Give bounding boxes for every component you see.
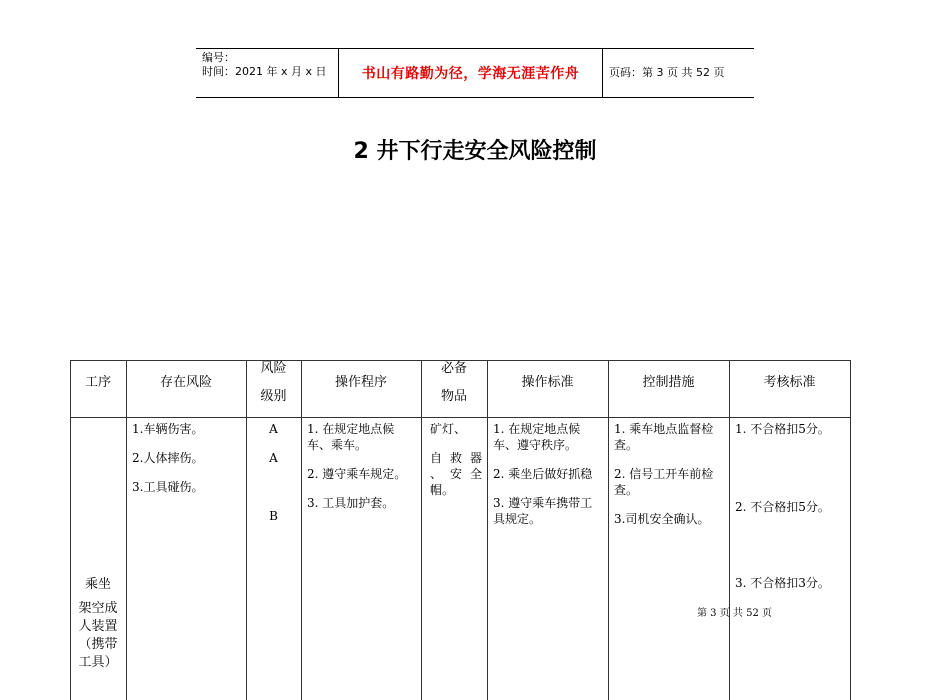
procedure-item: 3. 工具加护套。: [307, 496, 395, 510]
level-item: A: [269, 422, 278, 436]
standard-cell: [493, 421, 603, 540]
level-cell: [246, 421, 301, 524]
process-line: 架空成: [78, 601, 118, 616]
col-divider: [608, 360, 609, 700]
header-procedure: 操作程序: [334, 375, 387, 390]
col-divider: [301, 360, 302, 700]
col-divider: [729, 360, 730, 700]
motto: 书山有路勤为径，学海无涯苦作舟: [361, 66, 580, 82]
assessment-item: 3. 不合格扣3分。: [735, 576, 830, 590]
assessment-cell: [735, 421, 831, 591]
process-line: （携带: [78, 637, 118, 652]
col-divider: [850, 360, 851, 700]
page-title: 2 井下行走安全风险控制: [353, 139, 597, 164]
col-divider: [126, 360, 127, 700]
header-items-1: 必备: [440, 361, 467, 376]
page-footer: 第 3 页 共 52 页: [697, 608, 772, 619]
header-standard: 操作标准: [521, 375, 574, 390]
time-label: 时间：2021 年 x 月 x 日: [202, 65, 327, 78]
items-cell: [430, 421, 482, 511]
header-assessment: 考核标准: [763, 375, 816, 390]
process-line: 人装置: [78, 619, 118, 634]
control-item: 1. 乘车地点监督检查。: [614, 422, 714, 452]
header-items-2: 物品: [440, 389, 467, 404]
process-cell: [70, 576, 126, 672]
page-info: 页码：第 3 页 共 52 页: [609, 66, 725, 79]
level-item: A: [269, 451, 278, 465]
items-line: 自 救 器 、 安 全帽。: [430, 451, 482, 497]
procedure-item: 1. 在规定地点候车、乘车。: [307, 422, 395, 452]
procedure-item: 2. 遵守乘车规定。: [307, 467, 407, 481]
control-item: 3.司机安全确认。: [614, 512, 710, 526]
header-divider: [70, 417, 851, 418]
process-line: 工具）: [78, 655, 118, 670]
standard-item: 1. 在规定地点候车、遵守秩序。: [493, 422, 581, 452]
col-divider: [246, 360, 247, 700]
process-line: 乘坐: [84, 577, 111, 592]
risk-control-table: [70, 360, 851, 700]
level-item: B: [269, 509, 278, 523]
header-control: 控制措施: [642, 375, 695, 390]
header-page-cell: [603, 49, 754, 97]
items-line: 矿灯、: [430, 422, 467, 436]
col-divider: [487, 360, 488, 700]
header-level-2: 级别: [260, 389, 287, 404]
risk-item: 3.工具碰伤。: [132, 480, 204, 494]
standard-item: 3. 遵守乘车携带工具规定。: [493, 496, 593, 526]
number-label: 编号：: [202, 51, 235, 64]
assessment-item: 2. 不合格扣5分。: [735, 500, 830, 514]
risk-cell: [132, 421, 242, 508]
header-risk: 存在风险: [159, 375, 212, 390]
header-process: 工序: [84, 375, 111, 390]
control-cell: [614, 421, 724, 540]
page-header: [196, 48, 754, 98]
standard-item: 2. 乘坐后做好抓稳: [493, 467, 593, 481]
risk-item: 1.车辆伤害。: [132, 422, 204, 436]
header-level-1: 风险: [260, 361, 287, 376]
risk-item: 2.人体摔伤。: [132, 451, 204, 465]
header-motto-cell: [339, 49, 603, 97]
control-item: 2. 信号工开车前检查。: [614, 467, 714, 497]
procedure-cell: [307, 421, 415, 524]
col-divider: [421, 360, 422, 700]
header-meta: [196, 49, 339, 97]
assessment-item: 1. 不合格扣5分。: [735, 422, 830, 436]
